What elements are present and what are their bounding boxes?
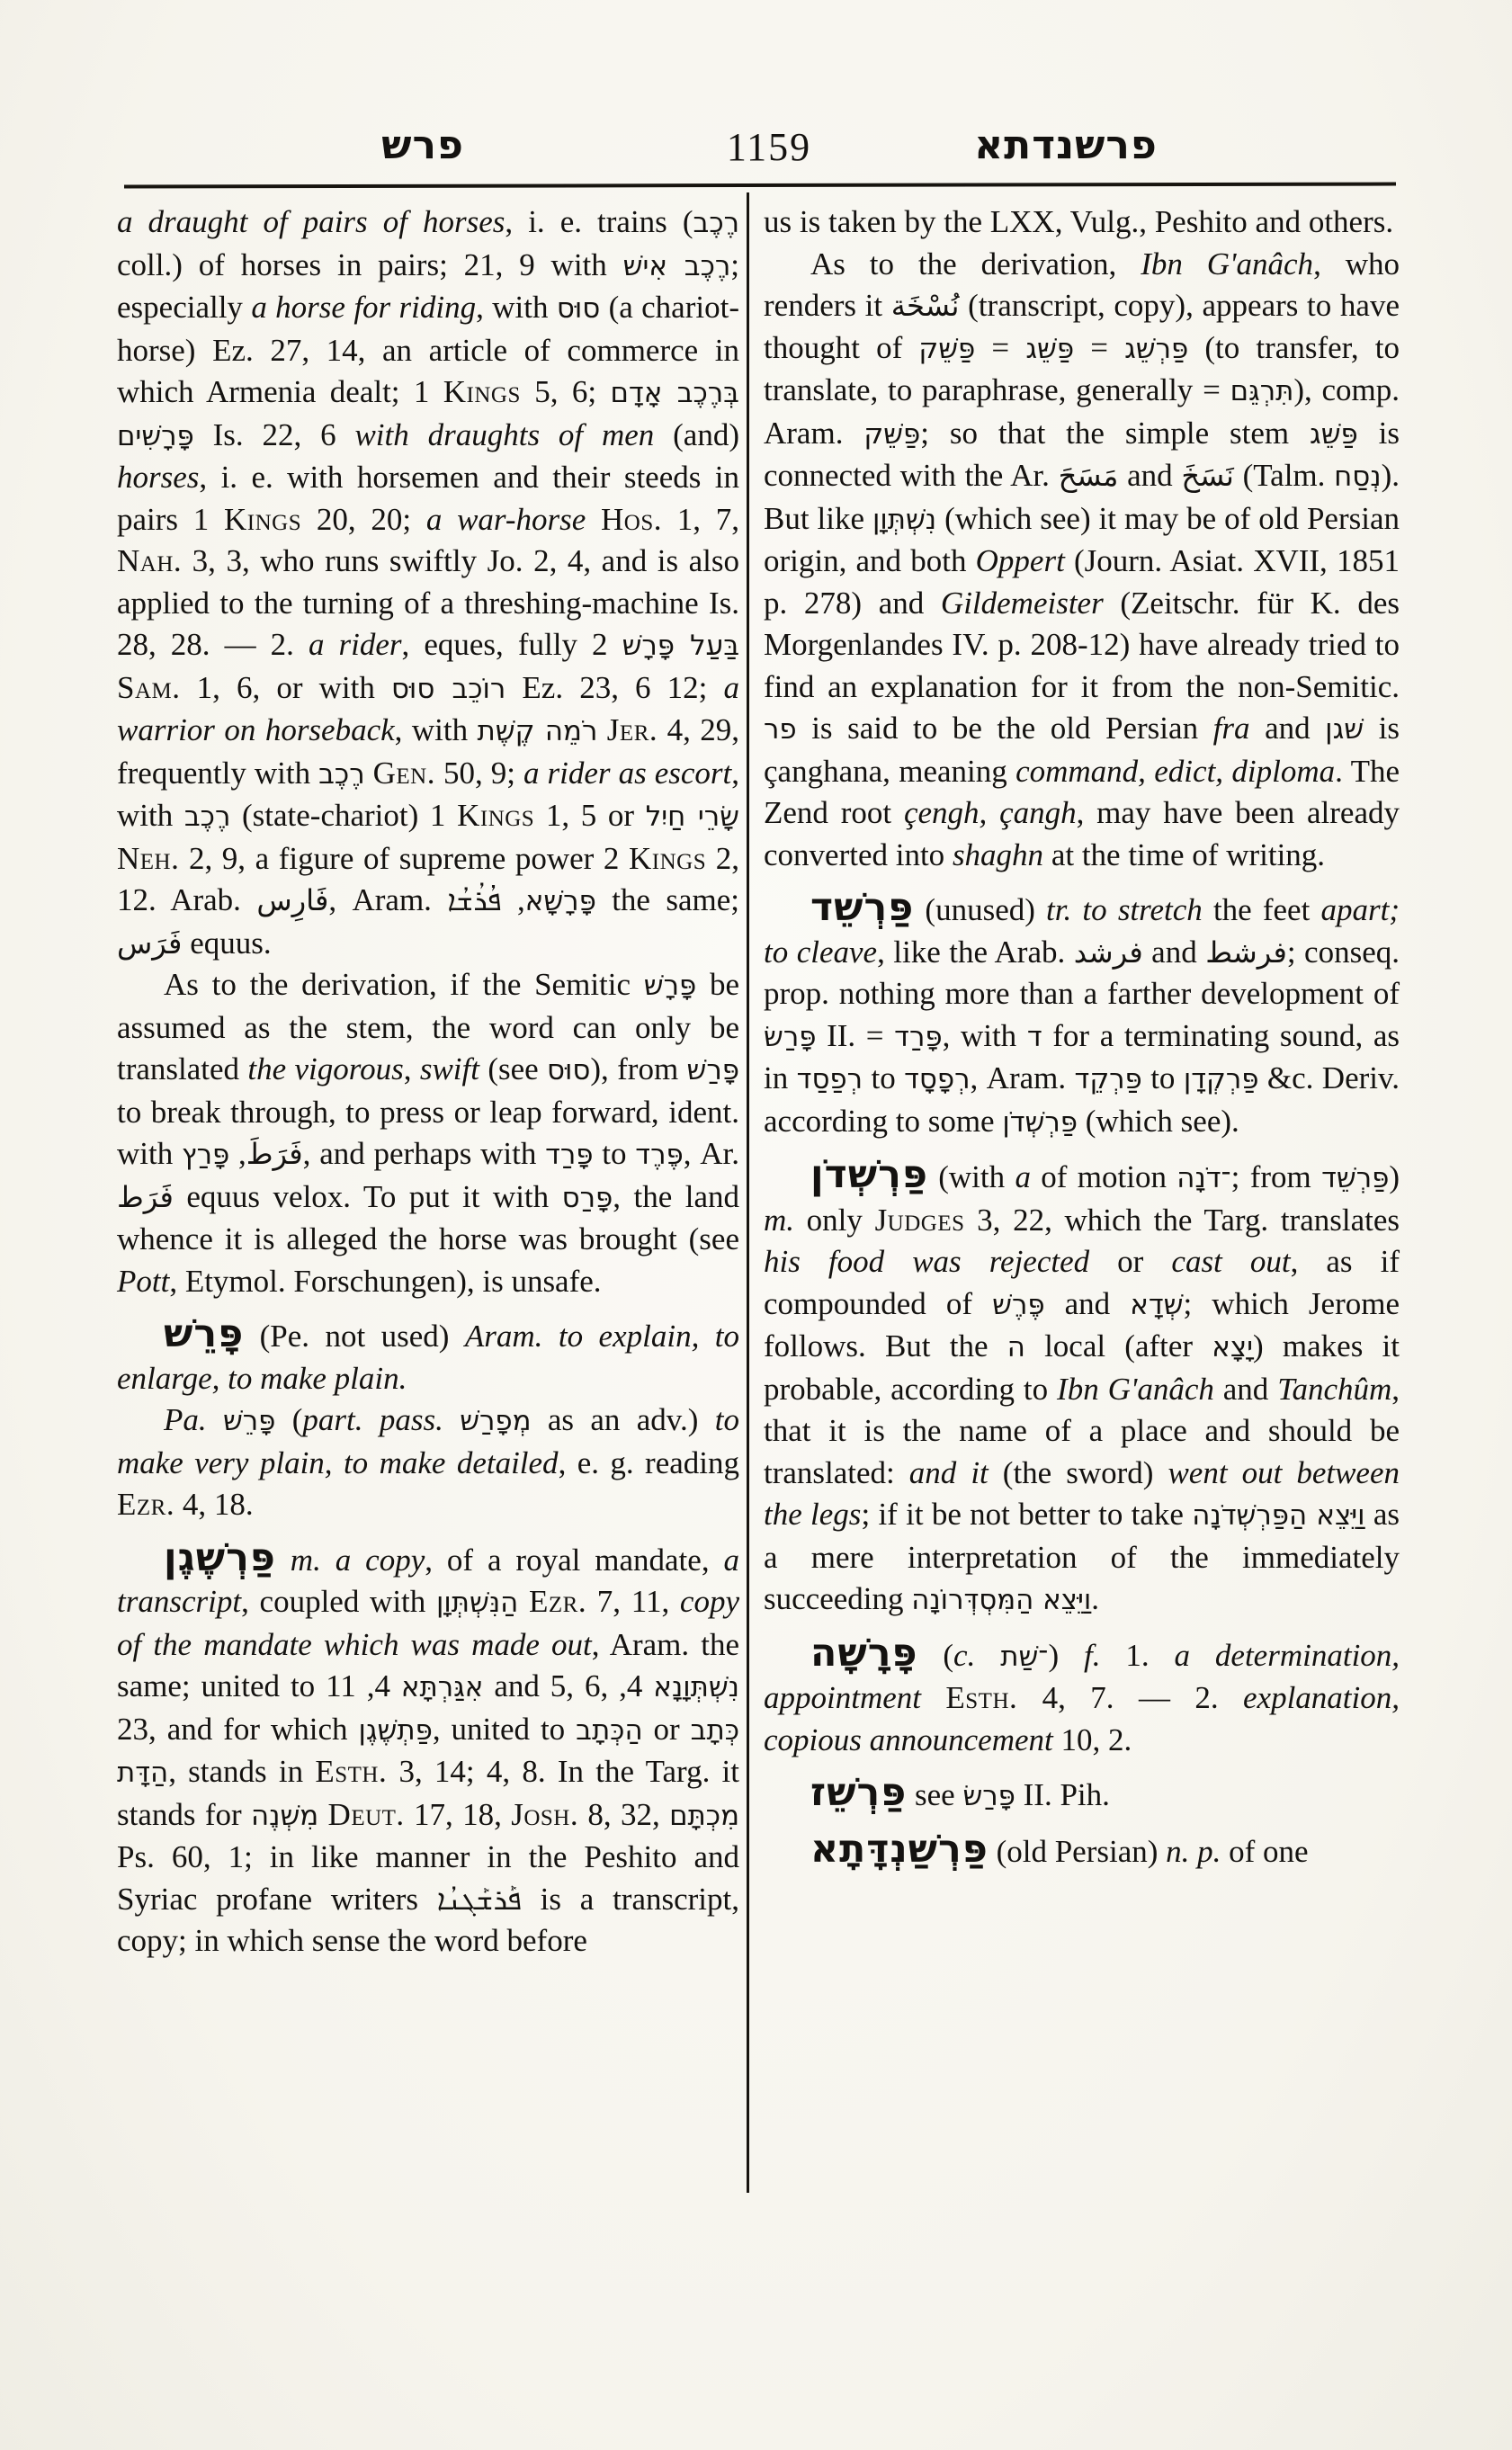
hebrew-run: רוֹכֵב סוּס xyxy=(390,672,506,705)
text-run: ; so that the simple stem xyxy=(920,415,1311,451)
text-run: , united to xyxy=(432,1711,577,1747)
hebrew-run: וַיֵּצֵא הַפַּרְשְׁדֹנָה xyxy=(1192,1499,1365,1532)
italic-run: and it xyxy=(908,1454,989,1490)
italic-run: çengh, çangh xyxy=(903,795,1077,830)
paragraph xyxy=(764,1826,1400,1873)
text-run: 2 xyxy=(592,627,622,662)
smallcaps-run: Kings xyxy=(224,501,302,537)
italic-run: m. xyxy=(764,1202,795,1238)
arabic-run: نَسَخَ xyxy=(1181,459,1234,493)
paragraph xyxy=(117,1399,739,1526)
italic-run: horses xyxy=(117,460,200,495)
text-run: , that it is the name of a place and should be translated: xyxy=(764,1371,1400,1490)
hebrew-run: שְׁדָא xyxy=(1130,1288,1184,1321)
hebrew-run: פָּרָשָׁא xyxy=(524,885,596,917)
smallcaps-run: Jer. xyxy=(606,712,658,747)
text-run xyxy=(443,1402,460,1437)
text-run: coll.) of horses in pairs; 21, 9 with xyxy=(117,246,623,282)
text-run: ) makes it probable, according to xyxy=(764,1328,1400,1407)
italic-run: the vigorous xyxy=(247,1051,404,1086)
hebrew-run: פַּרְקֵד xyxy=(1074,1063,1142,1095)
text-run: see xyxy=(907,1777,963,1812)
text-run: (Talm. xyxy=(1233,458,1335,493)
hebrew-run: פָּרַד xyxy=(894,1020,943,1053)
text-run: ; conseq. prop. nothing more than a farther development of xyxy=(764,934,1400,1011)
text-run xyxy=(318,1797,327,1832)
hebrew-headword: פַּרְשְׁדֹן xyxy=(810,1152,928,1197)
paragraph xyxy=(117,964,739,1302)
running-head xyxy=(0,119,1512,182)
text-run: us is taken by the LXX, Vulg., Peshito and others. xyxy=(764,204,1394,239)
text-run: (which see) it may be of old Persian origin, and both xyxy=(764,500,1400,578)
hebrew-run: פַּשֵּׁג xyxy=(1310,417,1358,451)
italic-run: to make very plain, to make detailed xyxy=(117,1402,740,1480)
text-run xyxy=(597,712,606,747)
italic-run: n. p. xyxy=(1166,1833,1221,1869)
text-run: , Aram. xyxy=(970,1060,1075,1095)
italic-run: Ibn G'anâch xyxy=(1141,246,1314,282)
text-run: (state-chariot) 1 xyxy=(230,798,458,833)
text-run: (unused) xyxy=(914,892,1047,927)
text-run: (Journ. Asiat. XVII, 1851 p. 278) and xyxy=(764,543,1400,621)
italic-run: Aram. to explain, to enlarge, to make plain. xyxy=(117,1319,739,1396)
arabic-run: نُسْخَة xyxy=(890,289,960,323)
italic-run: swift xyxy=(419,1051,479,1086)
text-run: . The Zend root xyxy=(764,753,1400,830)
text-run: (a chariot-horse) Ez. 27, 14, an article of commerce in which Armenia dealt; 1 xyxy=(117,290,739,409)
text-run: 1, 7, xyxy=(662,501,739,537)
italic-run: Gildemeister xyxy=(940,585,1104,621)
text-run: and xyxy=(1249,711,1326,746)
hebrew-run: פַּרְשְׁדֹן xyxy=(1002,1105,1078,1139)
italic-run: a warrior on horseback xyxy=(117,669,739,747)
italic-run: a determination, appointment xyxy=(764,1637,1400,1715)
hebrew-run: מְפָרַשׁ xyxy=(460,1405,532,1437)
text-run: , with xyxy=(942,1017,1027,1053)
hebrew-run: נִשְׁתְּוָן xyxy=(872,503,937,536)
text-run xyxy=(586,502,601,537)
italic-run: a rider as escort xyxy=(523,755,732,791)
text-run: 4, 11 and 5, 6, xyxy=(326,1668,620,1703)
text-run: (transcript, copy), appears to have thought of xyxy=(764,288,1400,365)
hebrew-run: מִכְתָּם xyxy=(669,1799,740,1832)
hebrew-run: ־שַׁת xyxy=(1000,1640,1049,1673)
italic-run: part. pass. xyxy=(302,1402,443,1437)
hebrew-run: פַּתְשֶׁגֶן xyxy=(358,1713,433,1747)
text-run: As to the derivation, xyxy=(810,246,1141,282)
smallcaps-run: Esth. xyxy=(945,1680,1018,1715)
italic-run: apart; to cleave xyxy=(764,892,1400,970)
hebrew-run: רְפַסַד xyxy=(796,1063,863,1095)
text-run: to break through, to press or leap forward, ident. with xyxy=(117,1094,739,1171)
paragraph xyxy=(117,1534,740,1963)
hebrew-run: פֶּרֶשׁ xyxy=(992,1288,1045,1321)
hebrew-run: מִשְׁנֶה xyxy=(251,1799,319,1832)
italic-run: with draughts of men xyxy=(354,416,655,452)
hebrew-run: שָׂרֵי חַיִל xyxy=(645,800,740,833)
text-run: 4, 23, and for which xyxy=(117,1668,654,1747)
page-number: 1159 xyxy=(726,125,812,169)
arabic-run: فَرَس xyxy=(117,925,183,961)
text-run: and xyxy=(1142,934,1206,970)
text-run: &c. Deriv. according to some xyxy=(764,1060,1400,1139)
smallcaps-run: Josh. xyxy=(511,1796,579,1832)
text-run: to xyxy=(1141,1060,1184,1095)
text-run: of one xyxy=(1221,1833,1309,1869)
smallcaps-run: Kings xyxy=(457,798,535,833)
italic-run: a transcript xyxy=(117,1542,739,1619)
text-run: ). But like xyxy=(764,458,1400,536)
text-run: at the time of writing. xyxy=(1043,836,1326,872)
italic-run: command, edict, diploma xyxy=(1015,753,1336,789)
hebrew-run: הַכְּתָב xyxy=(576,1713,643,1747)
paragraph xyxy=(117,1313,739,1399)
text-run: ; from xyxy=(1230,1159,1322,1194)
hebrew-run: וַיֵּצֵא הַמִּסְדְּרוֹנָה xyxy=(911,1584,1092,1616)
italic-run: m. a copy xyxy=(290,1542,425,1578)
text-run: Is. 22, 6 xyxy=(193,416,355,452)
hebrew-run: שׁגן xyxy=(1325,713,1364,746)
text-run xyxy=(207,1402,223,1437)
hebrew-run: פָּרַד xyxy=(545,1139,594,1171)
italic-run: cast out xyxy=(1171,1244,1291,1279)
hebrew-run: פָּרַשׁ xyxy=(686,1054,739,1086)
italic-run: his food was rejected xyxy=(764,1244,1090,1279)
text-run: 3, 14; 4, 8. In the Targ. it stands for xyxy=(117,1754,739,1832)
text-run: is çanghana, meaning xyxy=(764,711,1400,789)
italic-run: explanation, copious announcement xyxy=(764,1680,1400,1757)
text-run: ), from xyxy=(590,1051,687,1086)
text-run: ; especially xyxy=(117,246,740,325)
text-run: , Etymol. Forschungen), is unsafe. xyxy=(169,1263,602,1299)
hebrew-run: רֹמֵה קֶשֶׁת xyxy=(477,715,598,747)
text-run: as an adv.) xyxy=(531,1402,715,1437)
text-run: , with xyxy=(394,712,478,747)
running-head-word-right: פרשנדתא xyxy=(974,122,1158,168)
hebrew-run: סוּס xyxy=(556,292,601,325)
text-run: 20, 20; xyxy=(301,501,426,537)
paragraph xyxy=(764,201,1400,244)
text-run: Ez. 23, 6 12; xyxy=(505,669,724,705)
text-run: 1, 6, or with xyxy=(180,669,391,705)
hebrew-run: פר xyxy=(764,713,797,746)
hebrew-run: פָּרַשׂ xyxy=(764,1020,817,1053)
arabic-run: فَرَط xyxy=(117,1179,174,1214)
hebrew-run: פַּשֵּׁק xyxy=(918,332,976,365)
italic-run: copy of the mandate which was made out xyxy=(117,1584,739,1662)
text-run: and xyxy=(1044,1285,1131,1321)
text-run: , eques, fully xyxy=(401,627,593,662)
text-run: ) xyxy=(1389,1159,1400,1194)
text-run: , of a royal mandate, xyxy=(425,1542,724,1578)
hebrew-run: בַּעַל פָּרָשׁ xyxy=(622,630,739,662)
hebrew-run: ד xyxy=(1026,1020,1042,1053)
text-run: equus. xyxy=(182,925,272,961)
text-run: (the sword) xyxy=(988,1454,1168,1490)
smallcaps-run: Neh. xyxy=(117,840,180,876)
smallcaps-run: Gen. xyxy=(372,755,435,791)
text-run: and xyxy=(1118,458,1182,493)
text-run: , i. e. trains ( xyxy=(505,204,693,239)
arabic-run: مَسَحَ xyxy=(1058,459,1119,493)
hebrew-run: נִשְׁתְּוָנָא xyxy=(653,1671,739,1703)
italic-run: tr. to stretch xyxy=(1046,892,1203,927)
text-run: (with xyxy=(927,1159,1015,1194)
hebrew-run: רֶכֶב xyxy=(693,207,739,239)
text-run xyxy=(276,1542,291,1578)
syriac-run: ܦܰܪܫܰܓܢܳܐ xyxy=(436,1882,522,1917)
smallcaps-run: Ezr. xyxy=(529,1584,587,1619)
text-run: , xyxy=(501,882,525,917)
hebrew-run: אִגַּרְתָּא xyxy=(400,1671,484,1703)
italic-run: a horse for riding xyxy=(251,290,477,325)
text-run: or xyxy=(642,1711,691,1747)
italic-run: Pott xyxy=(117,1263,170,1299)
hebrew-headword: פָּרֵשׁ xyxy=(164,1311,245,1356)
text-run: , like the Arab. xyxy=(877,934,1074,970)
hebrew-headword: פַּרְשֵׁד xyxy=(810,885,915,930)
hebrew-run: פָּרַס xyxy=(561,1181,613,1214)
text-run: be assumed as the stem, the word can only be translated xyxy=(117,967,739,1086)
text-run: II. = xyxy=(816,1017,895,1053)
paragraph xyxy=(117,201,739,964)
text-run: 2, 12. Arab. xyxy=(117,840,740,917)
text-run: ), comp. Aram. xyxy=(764,372,1400,451)
text-run: , Aram. xyxy=(328,882,448,917)
smallcaps-run: Esth. xyxy=(315,1754,388,1789)
hebrew-run: פָּרָשׁ xyxy=(643,970,697,1002)
text-run xyxy=(975,1638,1000,1673)
text-run: 7, 11, xyxy=(586,1584,680,1619)
text-run: is said to be the old Persian xyxy=(796,711,1213,746)
hebrew-run: כְּתָב הַדָּת xyxy=(117,1713,739,1789)
italic-run: Tanchûm xyxy=(1277,1371,1392,1407)
text-run: 50, 9; xyxy=(434,755,524,791)
column-divider-rule xyxy=(747,192,749,2193)
text-run: (old Persian) xyxy=(988,1833,1167,1869)
text-run: 4, 7. — 2. xyxy=(1017,1680,1244,1715)
text-run: Ps. 60, 1; in like manner in the Peshito and Syriac profane writers xyxy=(117,1839,739,1917)
paragraph xyxy=(764,1154,1400,1622)
hebrew-run: תִּרְגֵּם xyxy=(1230,375,1294,407)
text-run: ; if it be not better to take xyxy=(861,1497,1193,1532)
text-run: the same; xyxy=(595,882,739,917)
text-run: or xyxy=(1089,1244,1172,1279)
text-run: 17, 18, xyxy=(404,1796,512,1832)
text-run: . xyxy=(1091,1581,1099,1616)
text-run: 1. xyxy=(1100,1637,1175,1673)
smallcaps-run: Hos. xyxy=(601,501,663,537)
header-rule xyxy=(124,183,1396,189)
text-run xyxy=(365,756,373,791)
hebrew-run: ־דֹנָה xyxy=(1176,1162,1231,1194)
text-run: , e. g. reading xyxy=(558,1444,739,1480)
arabic-run: فرشد xyxy=(1073,934,1143,970)
text-run: ( xyxy=(275,1402,303,1437)
italic-run: Ibn G'anâch xyxy=(1057,1371,1214,1407)
text-run: 8, 32, xyxy=(578,1796,670,1832)
text-run: and xyxy=(1213,1371,1278,1407)
text-run: to xyxy=(863,1060,905,1095)
italic-run: fra xyxy=(1212,711,1250,746)
hebrew-run: הַנִּשְׁתְּוָן xyxy=(435,1587,519,1619)
hebrew-run: בְּרֶכֶב אָדָם פָּרָשִׁים xyxy=(117,377,739,452)
italic-run: c. xyxy=(953,1637,976,1673)
text-run: only xyxy=(794,1202,875,1238)
paragraph xyxy=(764,887,1400,1143)
text-run: , with xyxy=(476,290,557,325)
hebrew-run: סוּס xyxy=(547,1054,591,1086)
text-run: , xyxy=(403,1051,420,1086)
column-left xyxy=(117,201,739,1963)
smallcaps-run: Nah. xyxy=(117,543,183,578)
smallcaps-run: Judges xyxy=(874,1202,965,1238)
hebrew-run: פַּשֵּׁק xyxy=(863,417,921,451)
text-run: (see xyxy=(479,1051,548,1086)
text-run: as a mere interpretation of the immediately succeeding xyxy=(764,1497,1400,1616)
text-run: = xyxy=(975,329,1026,365)
text-run: , stands in xyxy=(168,1754,316,1789)
hebrew-run: ה xyxy=(1007,1331,1025,1364)
hebrew-run: פַּרְשֵׁד xyxy=(1321,1162,1390,1194)
hebrew-headword: פַּרְשַׁנְדָּתָא xyxy=(810,1826,989,1872)
hebrew-headword: פַּרְשֵׁז xyxy=(810,1770,908,1815)
text-run xyxy=(921,1680,945,1715)
paragraph xyxy=(764,1772,1400,1818)
text-run: the feet xyxy=(1202,892,1321,927)
hebrew-run: רְפָסָד xyxy=(904,1063,971,1095)
text-run: , Ar. xyxy=(683,1136,739,1171)
text-run: ( xyxy=(917,1637,954,1673)
text-run: 10, 2. xyxy=(1052,1721,1132,1757)
italic-run: Oppert xyxy=(975,543,1065,578)
hebrew-run: יָצָא xyxy=(1212,1331,1254,1364)
text-run: (Zeitschr. für K. des Morgenlandes IV. p. 208-12) have already tried to find an explanation for it from the non-Semitic. xyxy=(764,585,1400,704)
text-run: ; which Jerome follows. But the xyxy=(764,1285,1400,1364)
italic-run: went out between the legs xyxy=(764,1454,1400,1532)
smallcaps-run: Kings xyxy=(629,840,707,876)
italic-run: Pa. xyxy=(164,1402,207,1437)
smallcaps-run: Kings xyxy=(443,374,521,409)
hebrew-run: רֶכֶב xyxy=(318,757,365,791)
running-head-word-left: פרש xyxy=(381,122,464,168)
italic-run: f. xyxy=(1084,1637,1101,1673)
hebrew-headword: פַּרְשֶׁגֶן xyxy=(164,1534,276,1580)
text-run: 3, 3, who runs swiftly Jo. 2, 4, and is also applied to the turning of a threshing-machine Is. 28, 28. — 2. xyxy=(117,543,739,662)
text-run: , Aram. the same; united to xyxy=(117,1626,739,1703)
italic-run: shaghn xyxy=(952,836,1044,872)
text-run: 4, 29, frequently with xyxy=(117,712,740,791)
smallcaps-run: Ezr. xyxy=(117,1487,175,1522)
arabic-run: فَرَطَ xyxy=(246,1137,303,1171)
text-run: , and perhaps with xyxy=(302,1136,546,1171)
paragraph xyxy=(764,1632,1400,1762)
text-run: for a terminating sound, as in xyxy=(764,1017,1400,1095)
column-right xyxy=(764,201,1400,1873)
text-run: (which see). xyxy=(1077,1103,1239,1139)
text-run: (and) xyxy=(654,416,739,452)
hebrew-run: פַּרְשֵׁג xyxy=(1124,332,1189,365)
text-run: As to the derivation, if the Semitic xyxy=(164,967,644,1002)
text-run: II. Pih. xyxy=(1015,1777,1110,1812)
text-run: , may have been already converted into xyxy=(764,795,1400,872)
text-run: , i. e. with horsemen and their steeds in pairs 1 xyxy=(117,460,739,537)
hebrew-run: פָּרֵשׁ xyxy=(222,1405,276,1437)
text-run: 1, 5 or xyxy=(534,798,646,833)
text-run: , as if compounded of xyxy=(764,1244,1400,1321)
paragraph xyxy=(764,244,1400,877)
text-run: , the land whence it is alleged the horse was brought (see xyxy=(117,1178,739,1256)
text-run: local (after xyxy=(1024,1328,1212,1364)
arabic-run: فَارِس xyxy=(256,883,329,917)
text-run: (to transfer, to translate, to paraphrase, generally = xyxy=(764,329,1400,407)
hebrew-run: פֶּרֶד xyxy=(635,1139,684,1171)
hebrew-run: פַּרְקְדָן xyxy=(1183,1063,1259,1095)
text-run: , xyxy=(229,1136,246,1171)
text-run: equus velox. To put it with xyxy=(173,1178,562,1214)
text-run: , who renders it xyxy=(764,246,1400,323)
italic-run: a xyxy=(1015,1159,1031,1194)
hebrew-run: פָּרַשׂ xyxy=(962,1780,1015,1812)
italic-run: a rider xyxy=(308,627,402,662)
text-run: , with xyxy=(117,755,740,833)
hebrew-run: פָּרַץ xyxy=(182,1139,230,1171)
text-run: of motion xyxy=(1030,1159,1177,1194)
text-run: , coupled with xyxy=(241,1584,436,1619)
syriac-run: ܦܳܪܳܫܳܐ xyxy=(447,883,502,917)
text-run: ) xyxy=(1048,1637,1084,1673)
text-run: 5, 6; xyxy=(520,374,611,409)
text-run: is a transcript, copy; in which sense the word before xyxy=(117,1881,739,1958)
hebrew-headword: פָּרָשָׁה xyxy=(810,1630,918,1676)
text-run: 2, 9, a figure of supreme power 2 xyxy=(179,840,630,876)
smallcaps-run: Deut. xyxy=(327,1796,405,1832)
hebrew-run: רֶכֶב אִישׁ xyxy=(622,249,731,282)
smallcaps-run: Sam. xyxy=(117,669,181,705)
hebrew-run: פַּשֵּׁג xyxy=(1025,332,1075,365)
text-run xyxy=(518,1584,529,1619)
text-run: 4, 18. xyxy=(174,1487,254,1522)
text-run: (Pe. not used) xyxy=(244,1319,465,1354)
hebrew-run: רֶכֶב xyxy=(183,800,231,833)
text-run: is connected with the Ar. xyxy=(764,415,1400,493)
italic-run: a draught of pairs of horses xyxy=(117,204,505,239)
text-run: to xyxy=(593,1136,636,1171)
hebrew-run: נְסַח xyxy=(1334,460,1382,493)
italic-run: a war-horse xyxy=(425,501,586,537)
arabic-run: فرشط xyxy=(1205,934,1287,970)
text-run: 3, 22, which the Targ. translates xyxy=(964,1202,1400,1238)
text-run: = xyxy=(1074,329,1125,365)
